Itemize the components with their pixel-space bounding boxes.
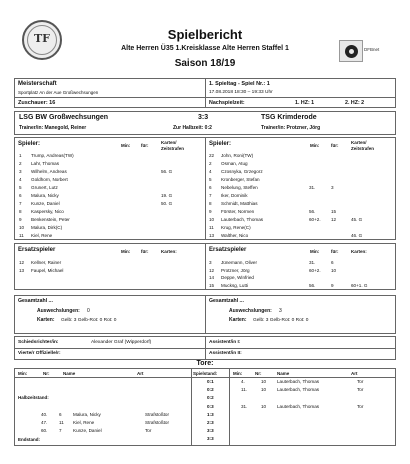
away-team-name: TSG Krimderode: [261, 114, 317, 121]
goals-end-label: Endstand:: [18, 437, 40, 442]
away-player-number: 5: [209, 177, 212, 182]
goals-away-name-header: Name: [277, 371, 290, 376]
away-player-name: Krug, Rene(C): [221, 225, 251, 230]
goal-home-scorer: Malura, Nicky: [73, 411, 101, 417]
home-player-name: Trump, Andreas(TW): [31, 153, 74, 158]
goal-score: 0:2: [207, 387, 214, 393]
away-sub-cards: 60+1. G: [351, 282, 368, 288]
goal-home-type: Strafstoßtor: [145, 411, 169, 417]
assistant-1-label: Assistent/in I:: [209, 340, 241, 345]
goal-home-scorer: Kiel, Rene: [73, 420, 95, 425]
season-title: Saison 18/19: [174, 58, 236, 69]
home-cards-summary: Gelb: 3 Gelb-Rot: 0 Rot: 0: [61, 318, 117, 323]
home-player-cards: 50. G: [161, 201, 173, 206]
home-subs-count: 0: [87, 308, 90, 314]
away-sub-replaced: 10: [331, 267, 337, 273]
summary-box: [14, 295, 396, 334]
home-coach: Trainer/in: Manegold, Reiner: [19, 125, 87, 131]
spectators: Zuschauer: 16: [18, 100, 56, 106]
matchday: 1. Spieltag - Spiel Nr.: 1: [209, 81, 270, 87]
home-player-name: Malura, Nicky: [31, 193, 59, 198]
goal-score: 0:1: [207, 379, 214, 384]
goal-away-type: Tor: [357, 379, 364, 384]
extra-time-label: Nachspielzeit:: [209, 100, 245, 106]
goal-score: 3:3: [207, 436, 214, 442]
away-player-minute: 60+2.: [309, 217, 321, 222]
away-player-name: Schmidt, Matthias: [221, 201, 258, 206]
away-sub-minute: 31.: [309, 260, 316, 265]
away-player-replaced: 3: [331, 185, 334, 190]
home-player-name: Goldhorn, Norbert: [31, 177, 68, 182]
home-player-number: 2: [19, 161, 22, 166]
away-sub-number: 3: [209, 260, 212, 265]
fourth-official-label: Vierte/r Offizielle/r:: [18, 351, 61, 356]
away-player-number: 4: [209, 169, 212, 174]
home-player-number: 4: [19, 177, 22, 182]
goal-away-type: Tor: [357, 403, 364, 409]
goals-halftime-label: Halbzeitstand:: [18, 395, 49, 400]
goal-home-type: Strafstoßtor: [145, 420, 169, 425]
away-cards-header: Karten/: [351, 140, 367, 145]
referee-label: Schiedsrichter/in:: [18, 340, 59, 345]
goals-home-name-header: Name: [63, 371, 76, 376]
goals-score-header: Spielstand:: [193, 371, 218, 376]
away-sub-number: 12: [209, 267, 215, 273]
goal-home-number: 11: [59, 420, 64, 425]
home-player-number: 10: [19, 225, 25, 230]
home-subs-header: Ersatzspieler: [18, 247, 56, 253]
goal-away-number: 10: [261, 387, 267, 393]
away-sub-replaced: 9: [331, 282, 334, 288]
home-sub-name: Faupel, Michael: [31, 267, 64, 273]
home-sub-number: 13: [19, 267, 25, 273]
goals-away-type-header: Art: [351, 371, 358, 376]
home-total-label: Gesamtzahl ...: [18, 298, 53, 304]
goals-table: [14, 368, 396, 446]
assistant-2-label: Assistent/in II:: [209, 351, 242, 356]
away-sub-name: Jünemann, Oliver: [221, 260, 258, 265]
referees-box: [14, 336, 396, 360]
goals-home-min-header: Min:: [18, 371, 28, 376]
away-subs-min-header: Min:: [310, 249, 320, 254]
goal-away-scorer: Lauterbach, Thomas: [277, 403, 320, 409]
goal-home-number: 6: [59, 411, 62, 417]
away-subs-header: Ersatzspieler: [209, 247, 247, 253]
home-player-number: 7: [19, 201, 22, 206]
home-player-number: 3: [19, 169, 22, 174]
home-player-name: Malura, Dirk(C): [31, 225, 63, 230]
home-subs-cards-header: Karten:: [161, 249, 177, 254]
home-subs-for-header: für:: [141, 249, 149, 254]
home-subs-min-header: Min:: [121, 249, 131, 254]
teams-box: [14, 111, 396, 135]
goal-away-type: Tor: [357, 387, 364, 393]
away-total-label: Gesamtzahl ...: [209, 298, 244, 304]
away-subs-count-label: Auswechslungen:: [229, 308, 272, 314]
dfb-logo-label: DFBnet: [364, 47, 380, 52]
goal-away-scorer: Lauterbach, Thomas: [277, 379, 320, 384]
goals-away-min-header: Min:: [233, 371, 243, 376]
home-penalties-header: Zeitstrafen: [161, 146, 185, 151]
goal-away-minute: 31.: [241, 403, 248, 409]
away-player-number: 22: [209, 153, 215, 158]
away-cards-label: Karten:: [229, 317, 247, 323]
first-half-extra: 1. HZ: 1: [295, 100, 315, 106]
away-player-name: Lauterbach, Thomas: [221, 217, 264, 222]
goal-home-minute: 40.: [41, 411, 48, 417]
away-min-header: Min:: [310, 143, 320, 148]
report-title: Spielbericht: [167, 27, 243, 42]
away-coach: Trainer/in: Protzner, Jörg: [261, 125, 321, 131]
match-type: Meisterschaft: [18, 81, 57, 87]
away-sub-minute: 60+2.: [309, 267, 321, 273]
home-sub-number: 12: [19, 260, 25, 265]
away-for-header: für:: [331, 143, 339, 148]
home-player-name: Lahr, Thomas: [31, 161, 60, 166]
away-cards-summary: Gelb: 3 Gelb-Rot: 0 Rot: 0: [253, 318, 309, 323]
home-player-cards: 19. G: [161, 193, 173, 198]
goal-home-scorer: Kunze, Daniel: [73, 428, 102, 434]
away-player-name: Iker, Dominik: [221, 193, 248, 198]
home-player-name: Grunert, Lutz: [31, 185, 58, 190]
away-penalties-header: Zeitstrafen: [351, 146, 375, 151]
goal-score: 0:2: [207, 395, 214, 401]
goals-home-nr-header: Nr:: [43, 371, 50, 376]
goal-score: 2:3: [207, 420, 214, 425]
away-subs-cards-header: Karten:: [351, 249, 367, 254]
away-sub-name: Deppe, Winfried: [221, 275, 254, 280]
second-half-extra: 2. HZ: 2: [345, 100, 365, 106]
home-player-name: Kunze, Daniel: [31, 201, 60, 206]
venue: Sportplatz An der Aue Großwechsungen: [18, 90, 99, 95]
goals-title: Tore:: [196, 360, 214, 367]
away-player-number: 13: [209, 233, 215, 238]
club-logo-mark: TF: [34, 32, 50, 45]
away-subs-count: 3: [279, 308, 282, 314]
away-players-header: Spieler:: [209, 141, 232, 147]
away-sub-replaced: 6: [331, 260, 334, 265]
away-player-cards: 46. G: [351, 233, 363, 238]
goal-away-minute: 11.: [241, 387, 248, 393]
home-player-cards: 56. G: [161, 169, 173, 174]
away-sub-number: 15: [209, 282, 215, 288]
away-player-name: Nebelung, Steffen: [221, 185, 258, 190]
home-player-number: 6: [19, 193, 22, 198]
away-player-number: 11: [209, 225, 214, 230]
away-player-number: 8: [209, 201, 212, 206]
home-cards-header: Karten/: [161, 140, 177, 145]
league-title: Alte Herren Ü35 1.Kreisklasse Alte Herren Staffel 1: [121, 45, 289, 52]
home-player-number: 5: [19, 185, 22, 190]
goal-home-minute: 47.: [41, 420, 48, 425]
goal-score: 0:3: [207, 403, 214, 409]
away-player-number: 9: [209, 209, 212, 214]
final-score: 3:3: [198, 114, 209, 121]
home-player-number: 1: [19, 153, 22, 158]
away-player-number: 6: [209, 185, 212, 190]
away-sub-number: 14: [209, 275, 215, 280]
away-player-name: Walther, Nico: [221, 233, 249, 238]
away-player-number: 2: [209, 161, 212, 166]
halftime-score: Zur Halbzeit: 0:2: [173, 125, 212, 131]
goal-away-minute: 4.: [241, 379, 245, 384]
goal-away-number: 10: [261, 403, 267, 409]
goals-home-type-header: Art: [137, 371, 144, 376]
goal-home-minute: 60.: [41, 428, 48, 434]
goal-away-number: 10: [261, 379, 267, 384]
referee-name: Alexander Graf (Wipperdorf): [91, 340, 152, 345]
away-sub-name: Protzner, Jörg: [221, 267, 250, 273]
home-min-header: Min:: [121, 143, 131, 148]
home-cards-label: Karten:: [37, 317, 55, 323]
goal-home-type: Tor: [145, 428, 152, 434]
home-players-header: Spieler:: [18, 141, 41, 147]
goal-score: 1:3: [207, 411, 214, 417]
home-player-name: Benkenstein, Peter: [31, 217, 70, 222]
away-sub-name: Mucksg, Lutti: [221, 282, 249, 288]
players-table: [14, 137, 396, 240]
home-for-header: für:: [141, 143, 149, 148]
home-subs-count-label: Auswechslungen:: [37, 308, 80, 314]
away-player-minute: 56.: [309, 209, 316, 214]
away-player-number: 7: [209, 193, 212, 198]
home-sub-name: Kellner, Rainer: [31, 260, 62, 265]
away-player-name: Osman, Atug: [221, 161, 248, 166]
home-player-number: 8: [19, 209, 22, 214]
away-player-name: Czosnyka, Grzegorz: [221, 169, 263, 174]
away-player-name: Kronberger, Stefan: [221, 177, 260, 182]
match-info-box: [14, 78, 396, 108]
away-player-name: Förster, Normen: [221, 209, 255, 214]
goal-away-scorer: Lauterbach, Thomas: [277, 387, 320, 393]
away-player-cards: 45. G: [351, 217, 363, 222]
goals-away-nr-header: Nr:: [255, 371, 262, 376]
away-player-replaced: 15: [331, 209, 337, 214]
away-player-minute: 31.: [309, 185, 316, 190]
away-player-name: John, Roni(TW): [221, 153, 254, 158]
home-player-number: 11: [19, 233, 24, 238]
home-player-name: Kiel, Rene: [31, 233, 53, 238]
match-datetime: 17.08.2018 18:30 – 19:33 Uhr: [209, 90, 273, 95]
away-player-number: 10: [209, 217, 215, 222]
away-sub-minute: 56.: [309, 282, 316, 288]
goal-home-number: 7: [59, 428, 62, 434]
home-player-name: Wilhelm, Andreas: [31, 169, 67, 174]
goal-score: 3:3: [207, 428, 214, 434]
home-player-name: Kaspersky, Nico: [31, 209, 64, 214]
home-player-number: 9: [19, 217, 22, 222]
substitutes-table: [14, 243, 396, 290]
away-player-replaced: 12: [331, 217, 337, 222]
home-team-name: LSG BW Großwechsungen: [19, 114, 109, 121]
away-subs-for-header: für:: [331, 249, 339, 254]
